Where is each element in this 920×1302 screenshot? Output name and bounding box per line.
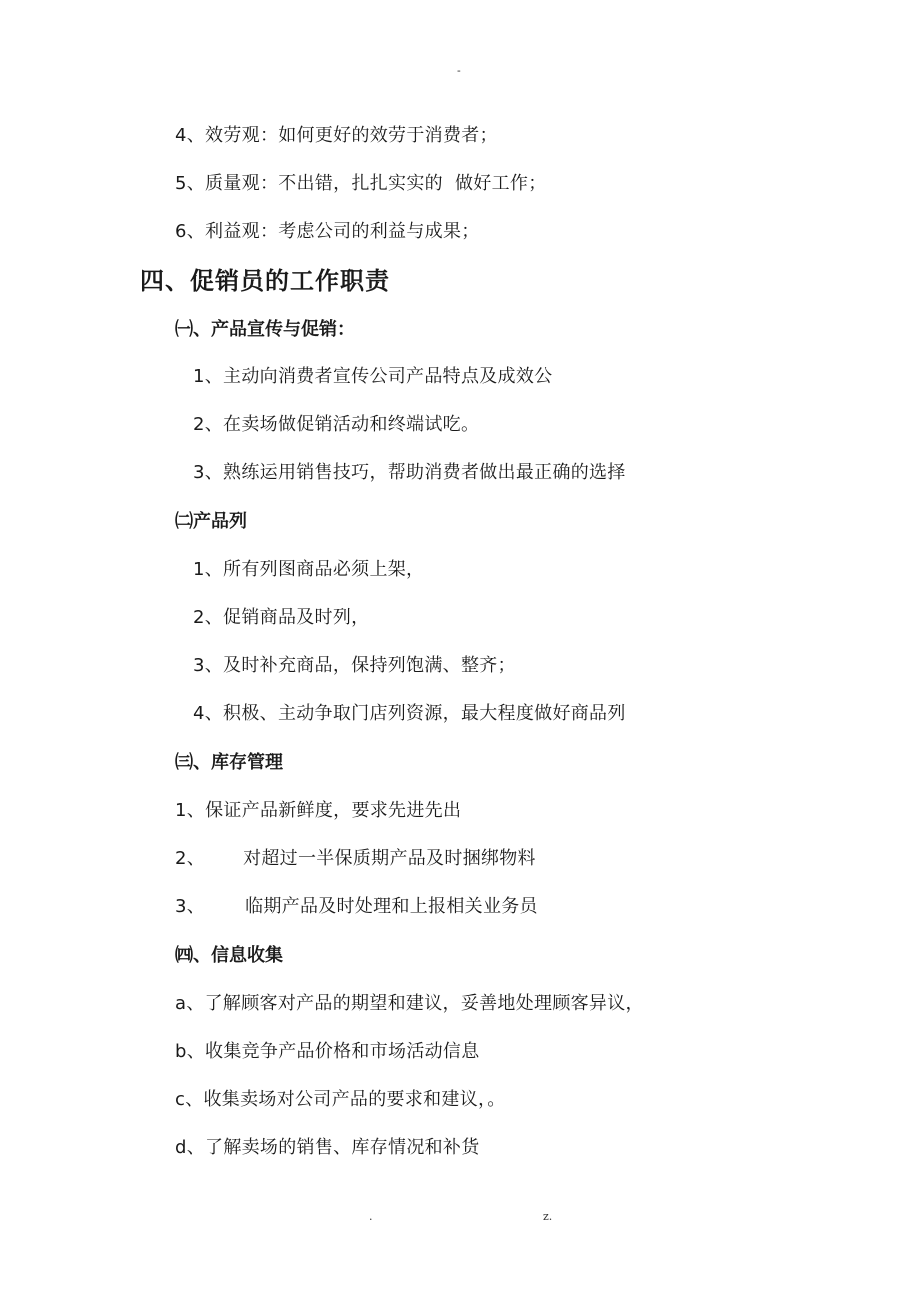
sub1-item-1: 1、主动向消费者宣传公司产品特点及成效公 xyxy=(193,366,553,387)
sub4-item-c: c、收集卖场对公司产品的要求和建议，。 xyxy=(175,1089,506,1110)
sub3-item-3-text: 临期产品及时处理和上报相关业务员 xyxy=(245,896,538,917)
sub4-item-d: d、了解卖场的销售、库存情况和补货 xyxy=(175,1137,480,1158)
sub2-title: ㈡产品列 xyxy=(175,511,247,532)
sub3-item-3 xyxy=(175,895,538,919)
sub3-title: ㈢、库存管理 xyxy=(175,752,283,773)
sub2-item-4: 4、积极、主动争取门店列资源，最大程度做好商品列 xyxy=(193,703,626,724)
header-mark: - xyxy=(457,64,461,77)
sub4-title: ㈣、信息收集 xyxy=(175,945,283,966)
footer-right-mark: z. xyxy=(543,1210,553,1223)
sub2-item-2: 2、促销商品及时列， xyxy=(193,607,370,628)
sub1-item-3: 3、熟练运用销售技巧，帮助消费者做出最正确的选择 xyxy=(193,462,626,483)
sub3-item-2-text: 对超过一半保质期产品及时捆绑物料 xyxy=(243,848,536,869)
values-item-6: 6、利益观：考虑公司的利益与成果； xyxy=(175,221,480,242)
sub4-item-a: a、了解顾客对产品的期望和建议，妥善地处理顾客异议， xyxy=(175,993,644,1014)
sub2-item-3: 3、及时补充商品，保持列饱满、整齐； xyxy=(193,655,516,676)
sub4-item-b: b、收集竞争产品价格和市场活动信息 xyxy=(175,1041,480,1062)
values-item-4: 4、效劳观：如何更好的效劳于消费者； xyxy=(175,125,498,146)
values-item-5: 5、质量观：不出错，扎扎实实的 做好工作； xyxy=(175,173,547,194)
sub3-item-1-num: 1、 xyxy=(175,800,206,821)
sub2-item-1: 1、所有列图商品必须上架， xyxy=(193,559,425,580)
footer-left-mark: . xyxy=(369,1210,373,1223)
sub1-title: ㈠、产品宣传与促销： xyxy=(175,319,355,340)
sub3-item-1-text: 保证产品新鲜度，要求先进先出 xyxy=(205,800,462,821)
sub3-item-1 xyxy=(175,799,461,823)
section-title: 四、促销员的工作职责 xyxy=(140,267,390,295)
sub1-item-2: 2、在卖场做促销活动和终端试吃。 xyxy=(193,414,480,435)
sub3-item-3-num: 3、 xyxy=(175,896,206,917)
sub3-item-2 xyxy=(175,847,536,871)
sub3-item-2-num: 2、 xyxy=(175,848,206,869)
